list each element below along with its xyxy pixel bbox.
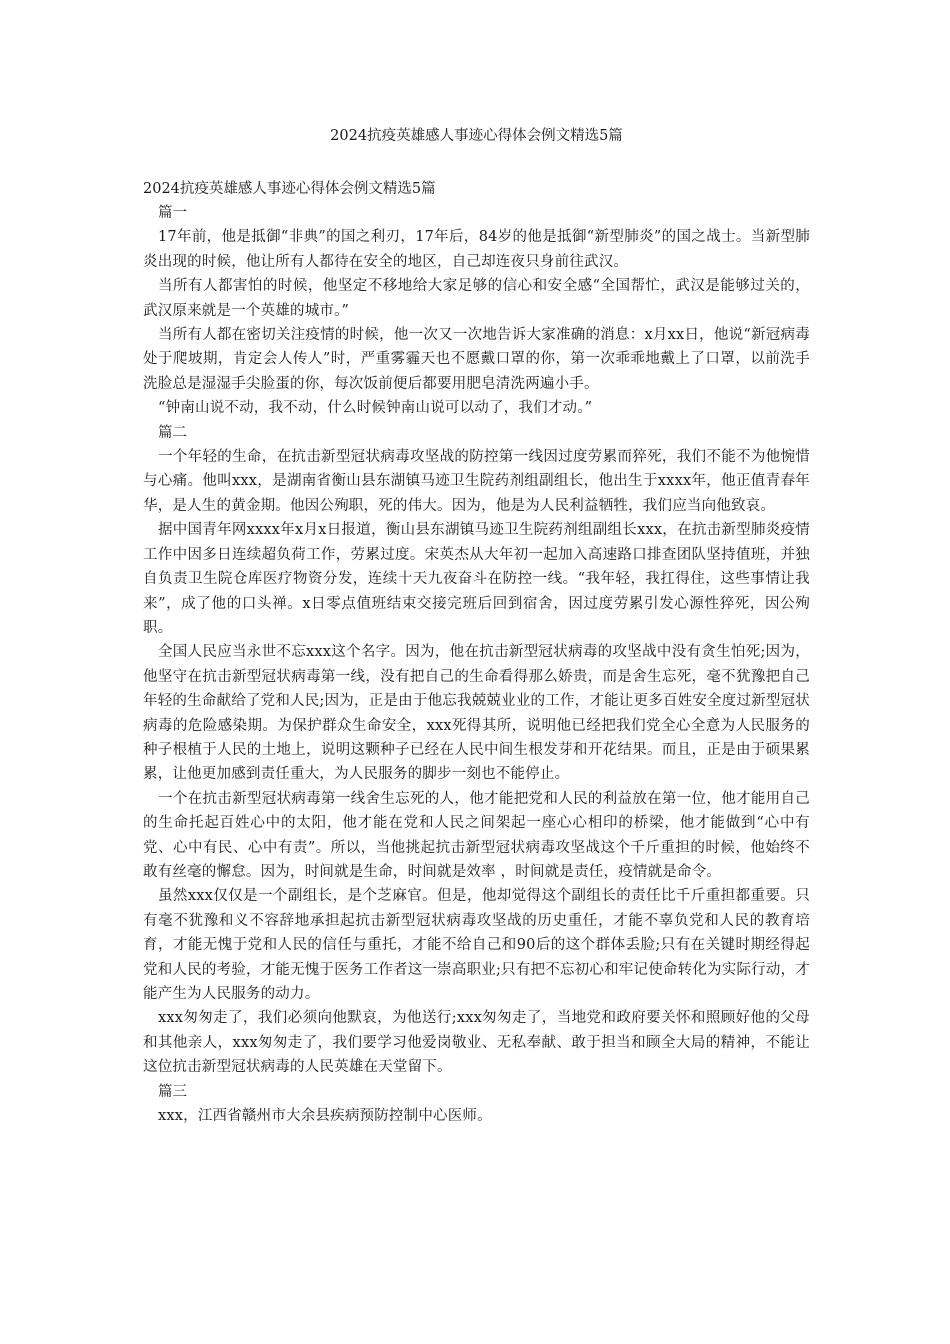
paragraph: “钟南山说不动，我不动，什么时候钟南山说可以动了，我们才动。” bbox=[158, 400, 593, 417]
section-heading-3: 篇三 bbox=[158, 1083, 187, 1100]
document-title: 2024抗疫英雄感人事迹心得体会例文精选5篇 bbox=[330, 128, 623, 144]
paragraph: 17年前，他是抵御“非典”的国之利刃，17年后，84岁的他是抵御“新型肺炎”的国之战士。当新型肺炎出现的时候，他让所有人都待在安全的地区，自己却连夜只身前往武汉。 bbox=[143, 229, 810, 270]
paragraph: 虽然xxx仅仅是一个副组长，是个芝麻官。但是，他却觉得这个副组长的责任比千斤重担都重要。只有毫不犹豫和义不容辞地承担起抗击新型冠状病毒攻坚战的历史重任，才能不辜负党和人民的教育培育，才能无愧于党和人民的信任与重托，才能不给自己和90后的这个群体丢脸;只有在关键时期经得起党和人民的考验，才能无愧于医务工作者这一崇高职业;只有把不忘初心和牢记使命转化为实际行动，才能产生为人民服务的动力。 bbox=[143, 888, 810, 1002]
paragraph: 当所有人都在密切关注疫情的时候，他一次又一次地告诉大家准确的消息：x月xx日，他说“新冠病毒处于爬坡期，肯定会人传人”时，严重雾霾天也不愿戴口罩的你，第一次乖乖地戴上了口罩，以前洗手洗脸总是湿湿手尖脸蛋的你，每次饭前便后都要用肥皂清洗两遍小手。 bbox=[143, 327, 810, 392]
document-page bbox=[143, 124, 810, 1128]
paragraph: xxx，江西省赣州市大余县疾病预防控制中心医师。 bbox=[158, 1108, 492, 1125]
section-heading-1: 篇一 bbox=[158, 205, 187, 221]
paragraph: 据中国青年网xxxx年x月x日报道，衡山县东湖镇马迹卫生院药剂组副组长xxx，在抗击新型肺炎疫情工作中因多日连续超负荷工作，劳累过度。宋英杰从大年初一起加入高速路口排查团队坚持值班，并独自负责卫生院仓库医疗物资分发，连续十天九夜奋斗在防控一线。“我年轻，我扛得住，这些事情让我来”，成了他的口头禅。x日零点值班结束交接完班后回到宿舍，因过度劳累引发心源性猝死，因公殉职。 bbox=[143, 522, 810, 636]
paragraph: xxx匆匆走了，我们必须向他默哀，为他送行;xxx匆匆走了，当地党和政府要关怀和照顾好他的父母和其他亲人，xxx匆匆走了，我们要学习他爱岗敬业、无私奉献、敢于担当和顾全大局的精神，不能让这位抗击新型冠状病毒的人民英雄在天堂留下。 bbox=[143, 1010, 810, 1076]
paragraph: 一个年轻的生命，在抗击新型冠状病毒攻坚战的防控第一线因过度劳累而猝死，我们不能不为他惋惜与心痛。他叫xxx，是湖南省衡山县东湖镇马迹卫生院药剂组副组长，他出生于xxxx年，他正值青春年华，是人生的黄金期。他因公殉职，死的伟大。因为，他是为人民利益牺牲，我们应当向他致哀。 bbox=[143, 449, 810, 514]
document-subtitle: 2024抗疫英雄感人事迹心得体会例文精选5篇 bbox=[143, 181, 436, 197]
paragraph: 全国人民应当永世不忘xxx这个名字。因为，他在抗击新型冠状病毒的攻坚战中没有贪生怕死;因为，他坚守在抗击新型冠状病毒第一线，没有把自己的生命看得那么娇贵，而是舍生忘死，毫不犹豫把自己年轻的生命献给了党和人民;因为，正是由于他忘我兢兢业业的工作，才能让更多百姓安全度过新型冠状病毒的危险感染期。为保护群众生命安全，xxx死得其所，说明他已经把我们党全心全意为人民服务的种子根植于人民的土地上，说明这颗种子已经在人民中间生根发芽和开花结果。而且，正是由于硕果累累，让他更加感到责任重大，为人民服务的脚步一刻也不能停止。 bbox=[143, 644, 810, 783]
paragraph: 一个在抗击新型冠状病毒第一线舍生忘死的人，他才能把党和人民的利益放在第一位，他才能用自己的生命托起百姓心中的太阳，他才能在党和人民之间架起一座心心相印的桥梁，他才能做到“心中有党、心中有民、心中有责”。所以，当他挑起抗击新型冠状病毒攻坚战这个千斤重担的时候，他始终不敢有丝毫的懈怠。因为，时间就是生命，时间就是效率 ，时间就是责任，疫情就是命令。 bbox=[143, 790, 810, 880]
section-heading-2: 篇二 bbox=[158, 424, 187, 441]
paragraph: 当所有人都害怕的时候，他坚定不移地给大家足够的信心和安全感“全国帮忙，武汉是能够过关的，武汉原来就是一个英雄的城市。” bbox=[143, 278, 810, 319]
